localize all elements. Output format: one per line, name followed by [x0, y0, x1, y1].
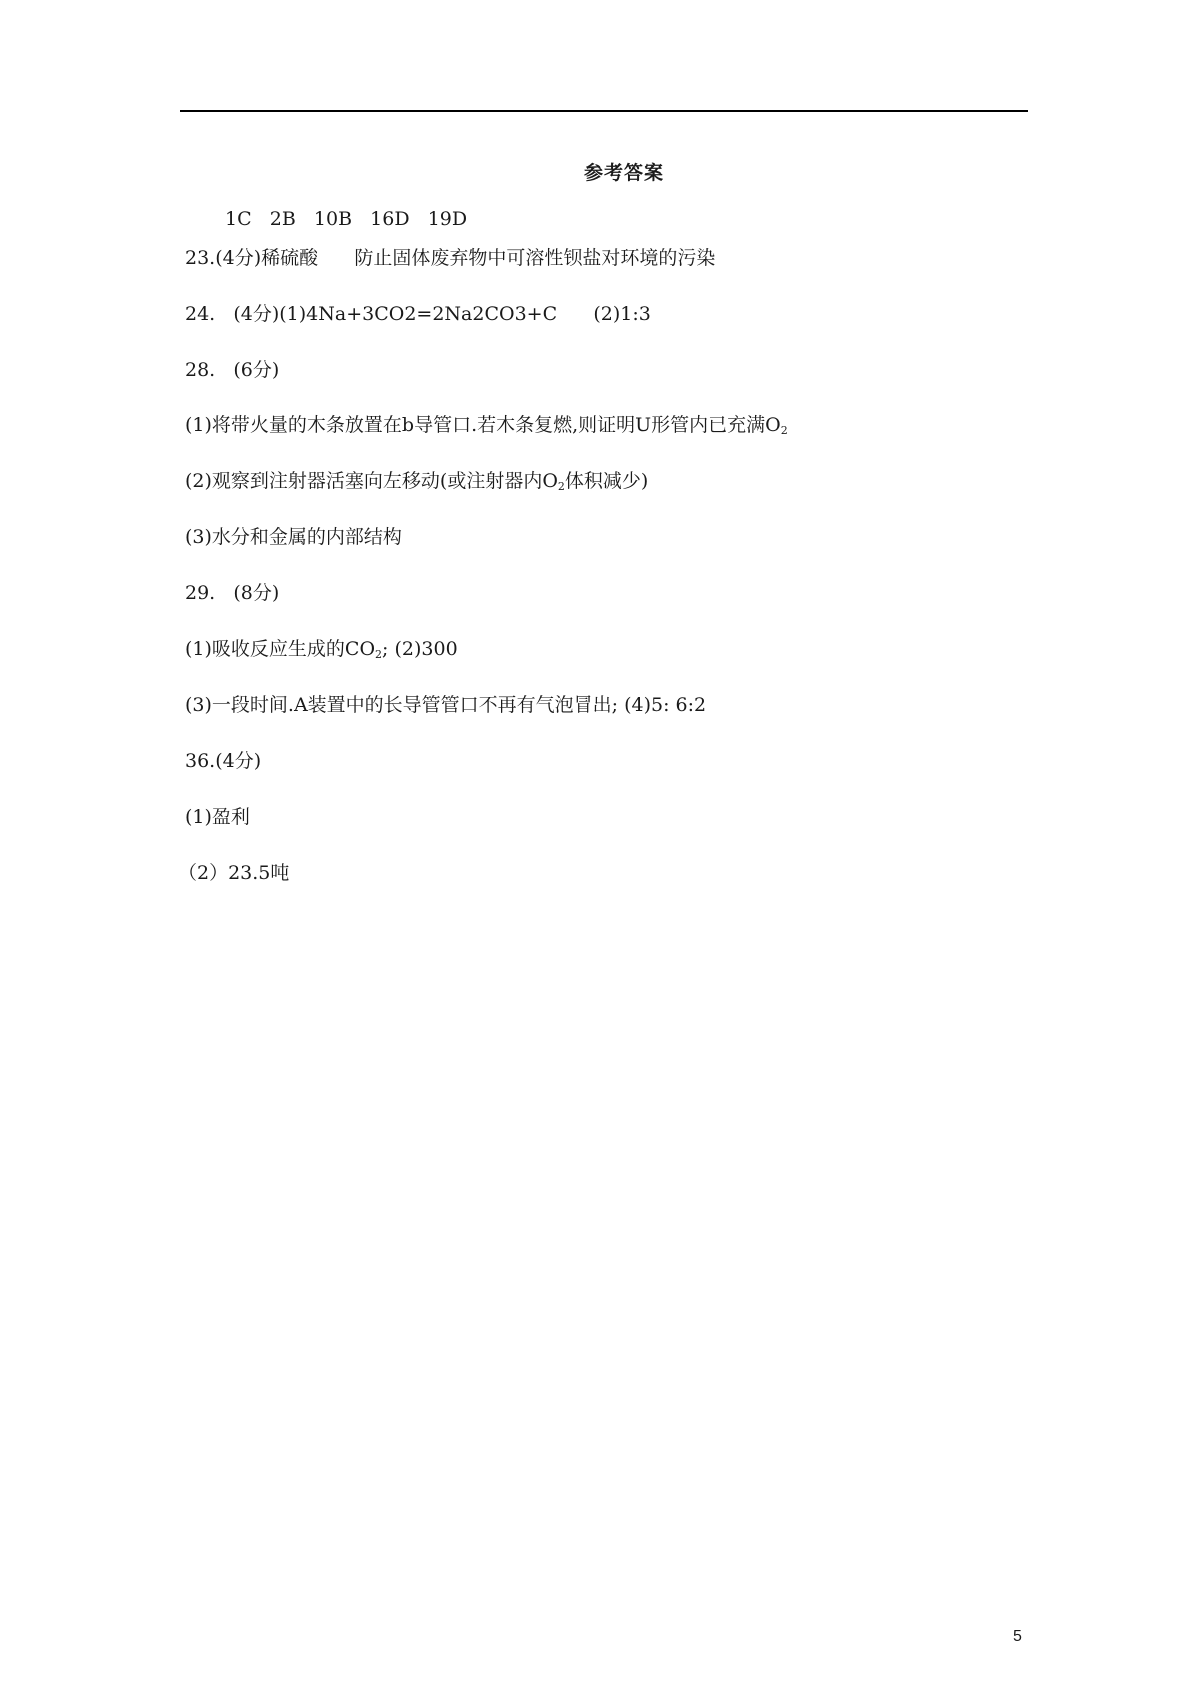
answer-28-part2: [185, 469, 648, 499]
answer-23: 23.(4分)稀硫酸 防止固体废弃物中可溶性钡盐对环境的污染: [185, 247, 716, 269]
answer-29-part1-text: (1)吸收反应生成的CO: [185, 638, 376, 660]
answer-28-part3: (3)水分和金属的内部结构: [185, 526, 402, 548]
answer-28-part1: [185, 413, 788, 443]
answer-29-header: 29. (8分): [185, 582, 280, 604]
answer-36-part2: （2）23.5吨: [178, 862, 290, 884]
page-title: 参考答案: [583, 162, 664, 184]
answer-29-part1: [185, 637, 458, 667]
answer-29-part1-tail: ; (2)300: [382, 638, 458, 660]
page-number: 5: [1013, 1628, 1022, 1645]
answer-28-part2-tail: 体积减少): [564, 470, 649, 492]
answer-28-header: 28. (6分): [185, 359, 280, 381]
answer-24: 24. (4分)(1)4Na+3CO2=2Na2CO3+C (2)1:3: [185, 303, 651, 325]
subscript: 2: [557, 480, 565, 493]
answer-36-part1: (1)盈利: [185, 806, 250, 828]
answer-36-header: 36.(4分): [185, 750, 262, 772]
subscript: 2: [780, 424, 788, 437]
answer-28-part2-text: (2)观察到注射器活塞向左移动(或注射器内O: [185, 470, 558, 492]
answer-28-part1-text: (1)将带火量的木条放置在b导管口.若木条复燃,则证明U形管内已充满O: [185, 414, 781, 436]
header-rule: [180, 110, 1028, 112]
choice-answers: 1C 2B 10B 16D 19D: [225, 208, 468, 230]
answer-29-part2: (3)一段时间.A装置中的长导管管口不再有气泡冒出; (4)5: 6:2: [185, 694, 707, 716]
subscript: 2: [375, 648, 383, 661]
